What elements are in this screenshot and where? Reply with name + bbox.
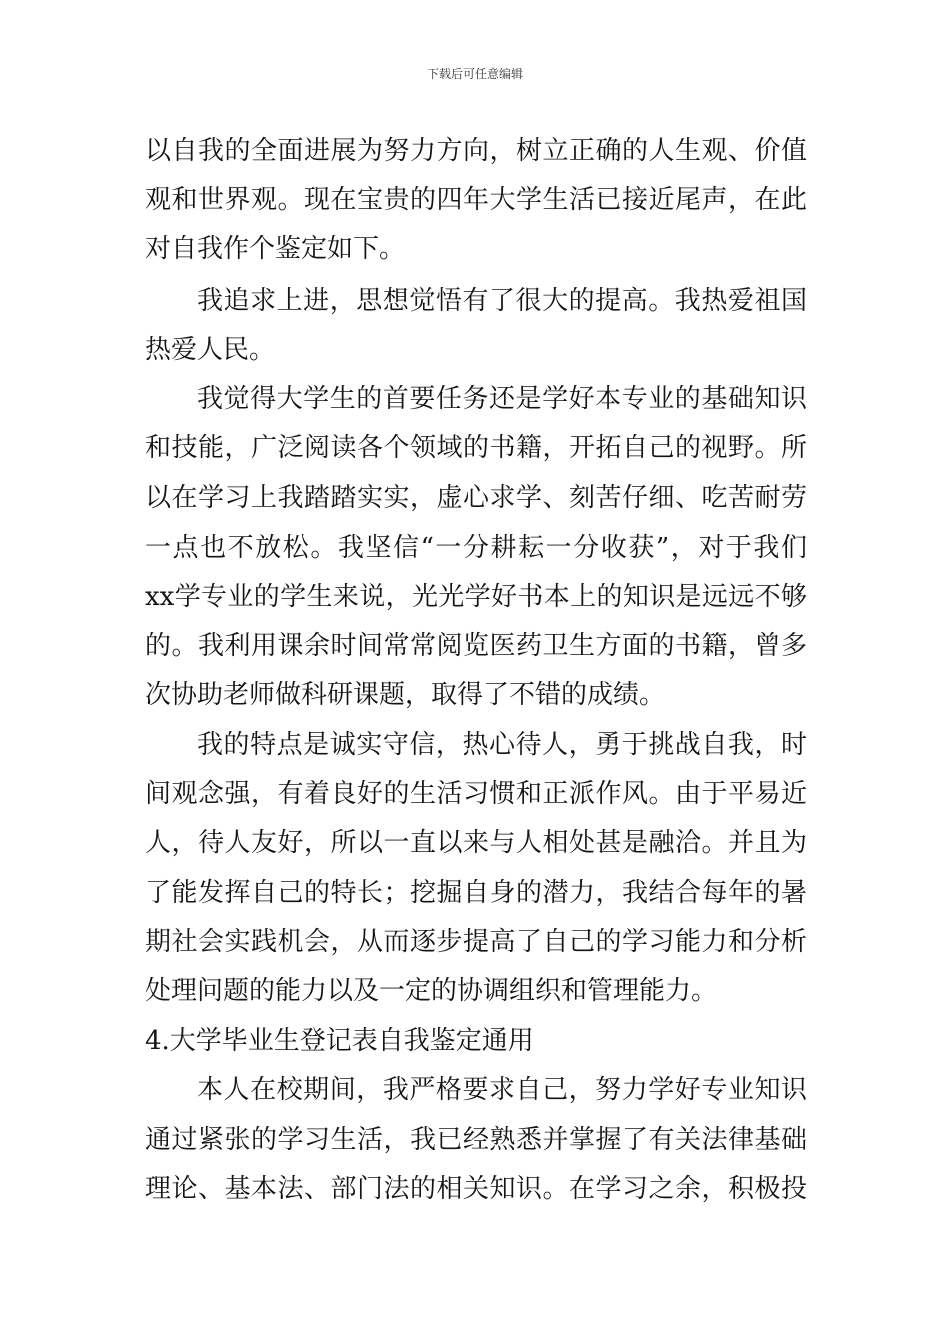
text-line: 和技能，广泛阅读各个领域的书籍，开拓自己的视野。所 [145,433,807,463]
text-line: 一点也不放松。我坚信“一分耕耘一分收获”，对于我们 [145,533,807,563]
paragraph-first-line: 我追求上进，思想觉悟有了很大的提高。我热爱祖国 [197,286,807,316]
paragraph-first-line: 本人在校期间，我严格要求自己，努力学好专业知识 [197,1075,807,1105]
text-line: 人，待人友好，所以一直以来与人相处甚是融洽。并且为 [145,828,807,858]
text-line: 以自我的全面进展为努力方向，树立正确的人生观、价值 [145,136,807,166]
page-header: 下载后可任意编辑 [426,67,523,81]
text-line: xx学专业的学生来说，光光学好书本上的知识是远远不够 [145,582,807,612]
text-line: 以在学习上我踏踏实实，虚心求学、刻苦仔细、吃苦耐劳 [145,483,807,513]
text-line: 观和世界观。现在宝贵的四年大学生活已接近尾声，在此 [145,185,807,215]
paragraph-first-line: 我的特点是诚实守信，热心待人，勇于挑战自我，时 [197,730,807,760]
text-line: 次协助老师做科研课题，取得了不错的成绩。 [145,680,666,710]
text-line: 热爱人民。 [145,335,276,365]
section-heading: 4.大学毕业生登记表自我鉴定通用 [145,1026,534,1056]
paragraph-first-line: 我觉得大学生的首要任务还是学好本专业的基础知识 [197,384,807,414]
text-line: 处理问题的能力以及一定的协调组织和管理能力。 [145,976,718,1006]
text-line: 通过紧张的学习生活，我已经熟悉并掌握了有关法律基础 [145,1125,807,1155]
text-line: 的。我利用课余时间常常阅览医药卫生方面的书籍，曾多 [145,631,807,661]
text-line: 了能发挥自己的特长；挖掘自身的潜力，我结合每年的暑 [145,878,807,908]
text-line: 期社会实践机会，从而逐步提高了自己的学习能力和分析 [145,927,807,957]
text-line: 理论、基本法、部门法的相关知识。在学习之余，积极投 [145,1174,807,1204]
text-line: 间观念强，有着良好的生活习惯和正派作风。由于平易近 [145,779,807,809]
text-line: 对自我作个鉴定如下。 [145,234,406,264]
